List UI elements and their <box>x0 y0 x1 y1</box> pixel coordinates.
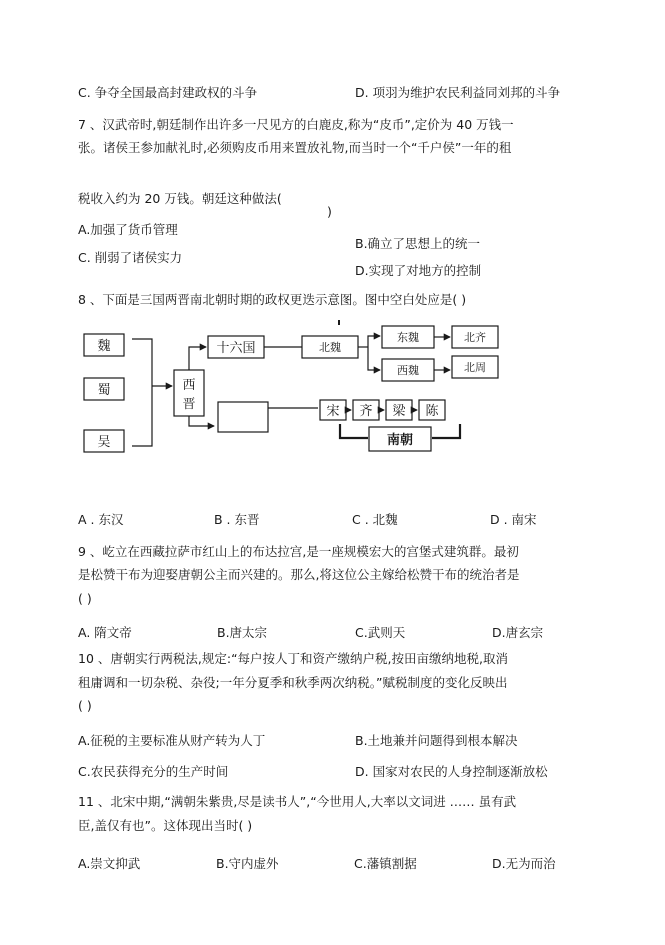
q10-stem-line2: 租庸调和一切杂税、杂役;一年分夏季和秋季两次纳税。”赋税制度的变化反映出 <box>78 675 508 690</box>
q9-stem-line3: ( ) <box>78 591 92 606</box>
label-dongwei: 东魏 <box>397 331 419 344</box>
q6-option-c: C. 争夺全国最高封建政权的斗争 <box>78 85 258 100</box>
q7-option-d: D.实现了对地方的控制 <box>355 263 482 278</box>
q7-option-c: C. 削弱了诸侯实力 <box>78 250 183 265</box>
label-nanchao: 南朝 <box>386 433 414 448</box>
q8-option-a: A . 东汉 <box>78 512 124 527</box>
label-wei: 魏 <box>97 339 111 354</box>
q10-option-a: A.征税的主要标准从财产转为人丁 <box>78 733 266 748</box>
label-xiwei: 西魏 <box>397 364 419 377</box>
q11-option-a: A.崇文抑武 <box>78 856 141 871</box>
q7-answer-paren: ) <box>327 204 332 219</box>
q9-stem-line1: 9 、屹立在西藏拉萨市红山上的布达拉宫,是一座规模宏大的宫堡式建筑群。最初 <box>78 544 519 559</box>
q11-option-b: B.守内虚外 <box>216 856 279 871</box>
q7-option-a: A.加强了货币管理 <box>78 222 178 237</box>
q7-option-b: B.确立了思想上的统一 <box>355 236 481 251</box>
label-chen: 陈 <box>425 404 439 419</box>
label-song: 宋 <box>326 404 340 419</box>
label-shu: 蜀 <box>97 383 111 398</box>
regime-succession-diagram <box>80 318 520 458</box>
q11-option-c: C.藩镇割据 <box>354 856 417 871</box>
q11-stem-line1: 11 、北宋中期,“满朝朱紫贵,尽是读书人”,“今世用人,大率以文词进 …… 虽有武 <box>78 794 517 809</box>
label-beiwei: 北魏 <box>319 341 341 354</box>
q10-option-b: B.土地兼并问题得到根本解决 <box>355 733 518 748</box>
q11-stem-line2: 臣,盖仅有也”。这体现出当时( ) <box>78 818 253 833</box>
q9-stem-line2: 是松赞干布为迎娶唐朝公主而兴建的。那么,将这位公主嫁给松赞干布的统治者是 <box>78 567 520 582</box>
label-beiqi: 北齐 <box>464 331 486 344</box>
q6-option-d: D. 项羽为维护农民利益同刘邦的斗争 <box>355 85 561 100</box>
regime-diagram-svg <box>80 318 520 458</box>
q8-stem: 8 、下面是三国两晋南北朝时期的政权更迭示意图。图中空白处应是( ) <box>78 292 467 307</box>
label-xijin-2: 晋 <box>182 397 196 412</box>
q10-stem-line3: ( ) <box>78 698 92 713</box>
box-blank <box>218 402 268 432</box>
label-wu: 吴 <box>97 435 111 450</box>
q10-stem-line1: 10 、唐朝实行两税法,规定:“每户按人丁和资产缴纳户税,按田亩缴纳地税,取消 <box>78 651 508 666</box>
q10-option-c: C.农民获得充分的生产时间 <box>78 764 229 779</box>
q7-stem-line1: 7 、汉武帝时,朝廷制作出许多一尺见方的白鹿皮,称为“皮币”,定价为 40 万钱一 <box>78 117 514 132</box>
q9-option-b: B.唐太宗 <box>217 625 268 640</box>
label-xijin-1: 西 <box>182 378 196 393</box>
q8-option-d: D . 南宋 <box>490 512 537 527</box>
q7-stem-line2: 张。诸侯王参加献礼时,必须购皮币用来置放礼物,而当时一个“千户侯”一年的租 <box>78 140 512 155</box>
q8-option-c: C . 北魏 <box>352 512 398 527</box>
label-beizhou: 北周 <box>464 361 486 374</box>
q10-option-d: D. 国家对农民的人身控制逐渐放松 <box>355 764 548 779</box>
label-liang: 梁 <box>392 404 406 419</box>
q9-option-c: C.武则天 <box>355 625 406 640</box>
label-shiliuguo: 十六国 <box>216 341 256 356</box>
q8-option-b: B . 东晋 <box>214 512 260 527</box>
q11-option-d: D.无为而治 <box>492 856 556 871</box>
q7-stem-line3: 税收入约为 20 万钱。朝廷这种做法( <box>78 191 282 206</box>
q9-option-d: D.唐玄宗 <box>492 625 544 640</box>
q9-option-a: A. 隋文帝 <box>78 625 132 640</box>
label-qi: 齐 <box>359 404 373 419</box>
